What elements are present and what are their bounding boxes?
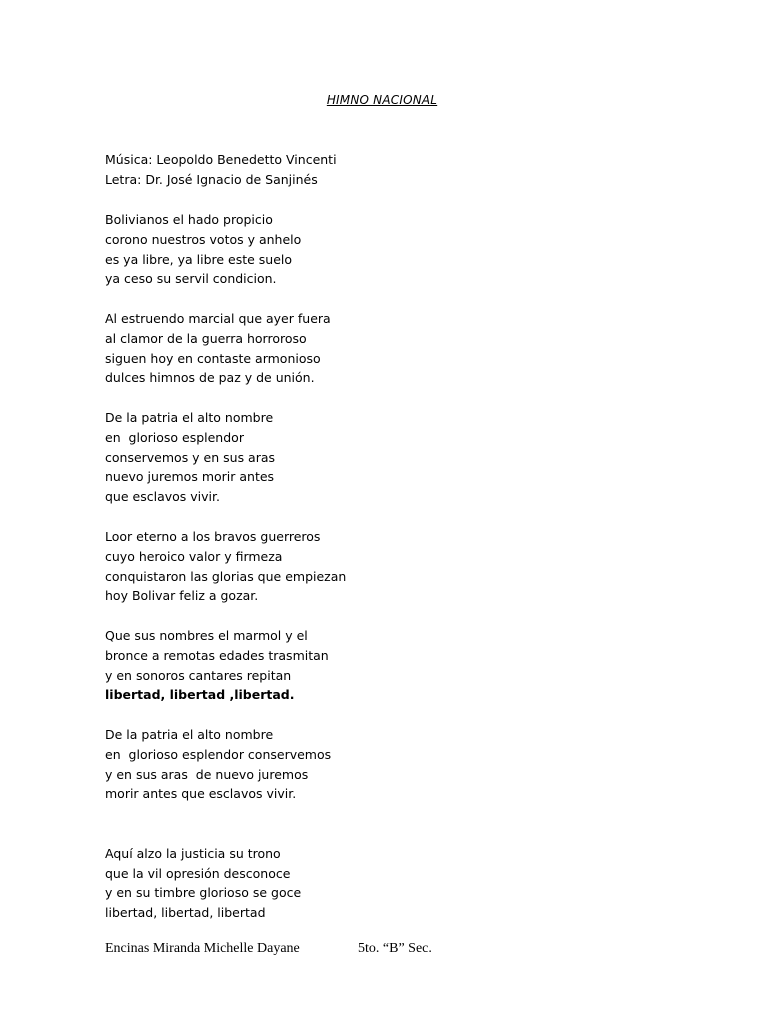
stanza-1-line-1: Bolivianos el hado propicio [105, 212, 273, 227]
stanza-5-line-3: y en sonoros cantares repitan [105, 668, 292, 683]
stanza-7-line-3: y en su timbre glorioso se goce [105, 885, 302, 900]
stanza-3-line-4: nuevo juremos morir antes [105, 469, 275, 484]
stanza-3-line-5: que esclavos vivir. [105, 489, 220, 504]
stanza-5-line-1: Que sus nombres el marmol y el [105, 628, 308, 643]
stanza-2-line-3: siguen hoy en contaste armonioso [105, 351, 321, 366]
stanza-2-line-2: al clamor de la guerra horroroso [105, 331, 307, 346]
stanza-1-line-2: corono nuestros votos y anhelo [105, 232, 302, 247]
stanza-1-line-3: es ya libre, ya libre este suelo [105, 252, 293, 267]
stanza-2-line-4: dulces himnos de paz y de unión. [105, 370, 315, 385]
stanza-6-line-1: De la patria el alto nombre [105, 727, 274, 742]
grade-label: 5to. “B” Sec. [358, 941, 432, 956]
stanza-1-line-4: ya ceso su servil condicion. [105, 271, 277, 286]
stanza-6-line-4: morir antes que esclavos vivir. [105, 786, 297, 801]
stanza-7-line-4: libertad, libertad, libertad [105, 905, 266, 920]
lyrics-credit: Letra: Dr. José Ignacio de Sanjinés [105, 172, 318, 187]
stanza-7-line-1: Aquí alzo la justicia su trono [105, 846, 281, 861]
stanza-4-line-2: cuyo heroico valor y firmeza [105, 549, 283, 564]
stanza-4-line-4: hoy Bolivar feliz a gozar. [105, 588, 259, 603]
stanza-3-line-1: De la patria el alto nombre [105, 410, 274, 425]
stanza-6-line-2: en glorioso esplendor conservemos [105, 747, 332, 762]
document-title: HIMNO NACIONAL [326, 93, 438, 107]
author-name: Encinas Miranda Michelle Dayane [105, 941, 300, 956]
music-credit: Música: Leopoldo Benedetto Vincenti [105, 152, 337, 167]
stanza-7-line-2: que la vil opresión desconoce [105, 866, 291, 881]
stanza-3-line-2: en glorioso esplendor [105, 430, 244, 445]
stanza-6-line-3: y en sus aras de nuevo juremos [105, 767, 309, 782]
stanza-5-line-2: bronce a remotas edades trasmitan [105, 648, 329, 663]
stanza-4-line-3: conquistaron las glorias que empiezan [105, 569, 347, 584]
stanza-2-line-1: Al estruendo marcial que ayer fuera [105, 311, 331, 326]
stanza-5-line-4-bold: libertad, libertad ,libertad. [105, 687, 295, 702]
stanza-4-line-1: Loor eterno a los bravos guerreros [105, 529, 321, 544]
stanza-3-line-3: conservemos y en sus aras [105, 450, 276, 465]
